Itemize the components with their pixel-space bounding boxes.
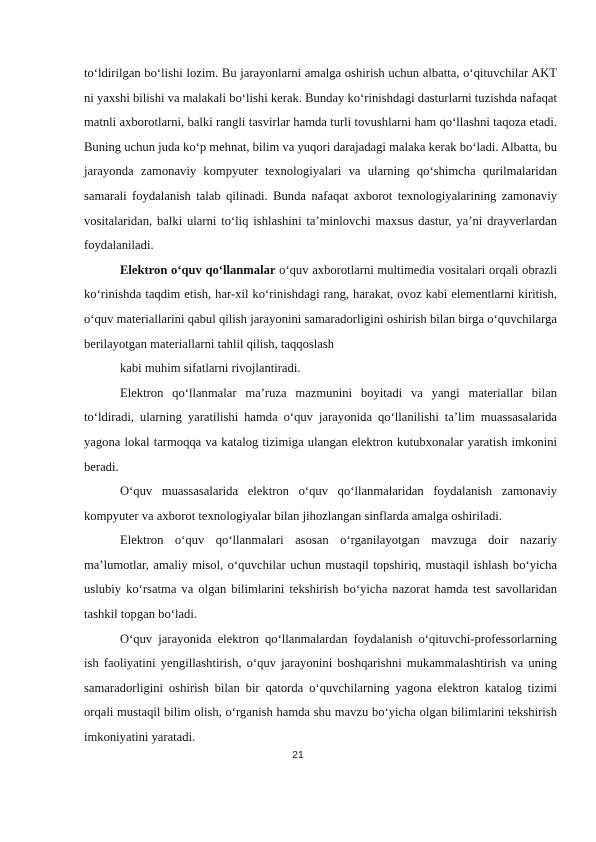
paragraph-continuation: to‘ldirilgan bo‘lishi lozim. Bu jarayonlarni amalga oshirish uchun albatta, o‘qituvchilar AKT ni yaxshi bilishi va malakali bo‘lishi kerak. Bunday ko‘rinishdagi dasturlarni tuzishda nafaqat matnli axborotlarni, balki rangli tasvirlar hamda turli tovushlarni ham qo‘llashni taqoza etadi. Buning uchun juda ko‘p mehnat, bilim va yuqori darajadagi malaka kerak bo‘ladi. Albatta, bu jarayonda zamonaviy kompyuter texnologiyalari va ularning qo‘shimcha qurilmalaridan samarali foydalanish talab qilinadi. Bunda nafaqat axborot texnologiyalarining zamonaviy vositalaridan, balki ularni to‘liq ishlashini ta’minlovchi maxsus dastur, ya’ni drayverlardan foydalaniladi. [84,66,557,253]
paragraph-qualities: kabi muhim sifatlarni rivojlantiradi. [120,361,301,376]
paragraph-benefits: O‘quv jarayonida elektron qo‘llanmalardan foydalanish o‘qituvchi-professorlarning ish faoliyatini yengillashtirish, o‘quv jarayonini boshqarishni mukammalashtirish va uning samaradorligini oshirish bilan bir qatorda o‘quvchilarning yagona elektron katalog tizimi orqali mustaqil bilim olish, o‘rganish hamda shu mavzu bo‘yicha olgan bilimlarini tekshirish imkoniyatini yaratadi. [84,631,557,745]
paragraph-electronic-manuals [84,258,557,356]
paragraph-text: o‘quv axborotlarni multimedia vositalari orqali obrazli ko‘rinishda taqdim etish, har-xil ko‘rinishdagi rang, harakat, ovoz kabi elementlarni kiritish, o‘quv materiallarini qabul qilish jarayonini samaradorligini oshirish bilan birga o‘quvchilarga berilayotgan materiallarni tahlil qilish, taqqoslash [84,262,557,351]
paragraph-lecture-content: Elektron qo‘llanmalar ma’ruza mazmunini boyitadi va yangi materiallar bilan to‘ldiradi, ularning yaratilishi hamda o‘quv jarayonida qo‘llanilishi ta’lim muassasalarida yagona lokal tarmoqqa va katalog tizimiga ulangan elektron kutubxonalar yaratish imkonini beradi. [84,385,557,474]
paragraph-manual-structure: Elektron o‘quv qo‘llanmalari asosan o‘rganilayotgan mavzuga doir nazariy ma’lumotlar, amaliy misol, o‘quvchilar uchun mustaqil topshiriq, mustaqil ishlash bo‘yicha uslubiy ko‘rsatma va olgan bilimlarini tekshirish bo‘yicha nazorat hamda test savollaridan tashkil topgan bo‘ladi. [84,533,557,622]
paragraph-usage-classes: O‘quv muassasalarida elektron o‘quv qo‘llanmalaridan foydalanish zamonaviy kompyuter va axborot texnologiyalar bilan jihozlangan sinflarda amalga oshiriladi. [84,484,557,523]
document-body [84,61,557,750]
bold-term: Elektron o‘quv qo‘llanmalar [120,262,276,277]
page-number: 21 [292,749,304,761]
